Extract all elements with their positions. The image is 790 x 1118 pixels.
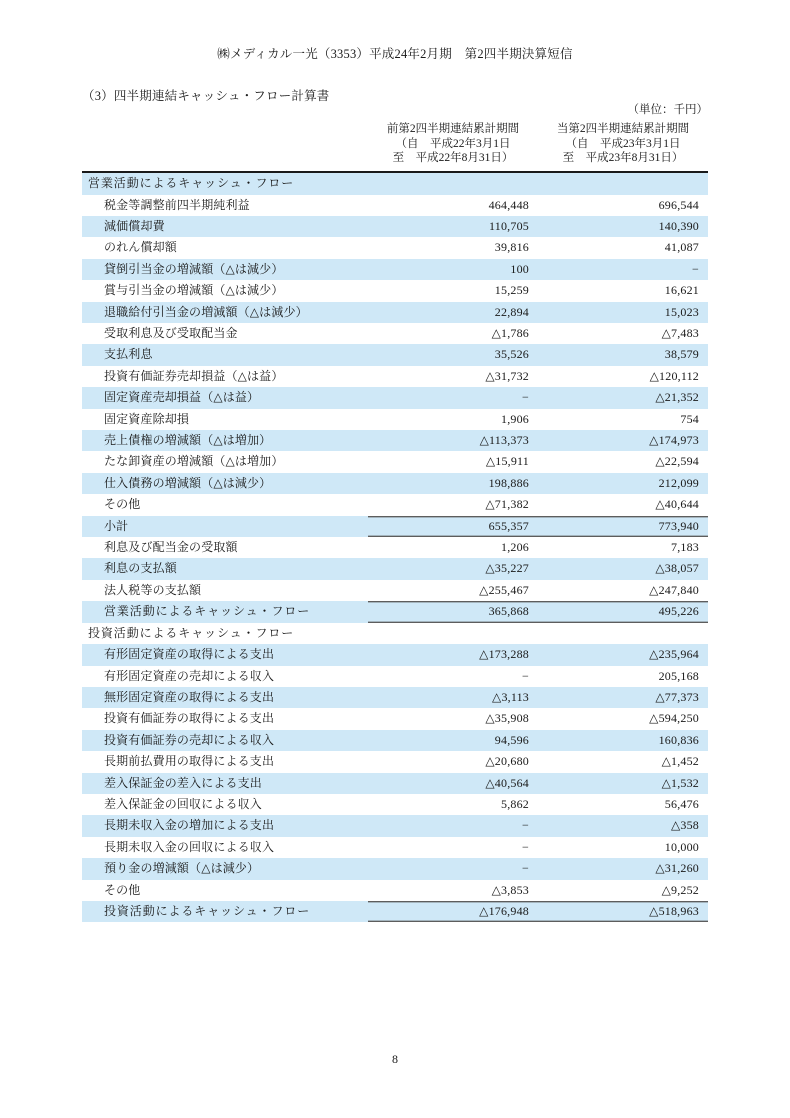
row-value-current-period: △1,532 xyxy=(538,773,708,794)
row-label: その他 xyxy=(104,497,141,512)
row-label: 長期未収入金の増加による支出 xyxy=(82,815,368,836)
row-label: 利息及び配当金の受取額 xyxy=(104,540,238,555)
row-label: 有形固定資産の売却による収入 xyxy=(104,668,275,683)
row-value-previous-period: − xyxy=(368,815,538,836)
table-row xyxy=(82,473,708,494)
row-value-previous-period: △15,911 xyxy=(485,454,529,469)
column-header-current-period xyxy=(538,120,708,172)
table-row xyxy=(82,430,708,451)
table-row xyxy=(82,666,708,687)
table-row xyxy=(82,901,708,922)
row-value-previous-period: △1,786 xyxy=(491,326,529,340)
row-value-current-period: △594,250 xyxy=(649,711,699,726)
table-row xyxy=(82,195,708,216)
row-value-current-period: △21,352 xyxy=(538,387,708,408)
row-value-previous-period: 35,526 xyxy=(368,344,538,365)
row-label: 長期前払費用の取得による支出 xyxy=(104,754,275,769)
table-row xyxy=(82,858,708,879)
row-value-current-period: △77,373 xyxy=(538,687,708,708)
row-label: たな卸資産の増減額（△は増加） xyxy=(104,454,284,469)
table-row xyxy=(82,494,708,515)
row-value-current-period: △1,452 xyxy=(661,754,699,769)
curr-period-line1: 当第2四半期連結累計期間 xyxy=(556,123,690,135)
row-value-previous-period: △173,288 xyxy=(368,644,538,665)
row-value-current-period: 160,836 xyxy=(538,730,708,751)
row-label: 有形固定資産の取得による支出 xyxy=(82,644,368,665)
row-value-previous-period: 94,596 xyxy=(368,730,538,751)
curr-period-line3: 至 平成23年8月31日） xyxy=(562,152,684,165)
row-value-previous-period xyxy=(368,173,538,194)
table-row xyxy=(82,259,708,280)
table-row xyxy=(82,216,708,237)
row-value-previous-period: − xyxy=(522,839,529,854)
table-row xyxy=(82,237,708,258)
row-value-previous-period: 39,816 xyxy=(494,240,529,255)
table-row xyxy=(82,558,708,579)
running-header: ㈱メディカル一光（3353）平成24年2月期 第2四半期決算短信 xyxy=(217,47,573,61)
row-value-current-period: △518,963 xyxy=(538,901,708,922)
cashflow-statement-table xyxy=(82,120,708,922)
row-value-current-period: 773,940 xyxy=(538,516,708,537)
row-value-previous-period: △255,467 xyxy=(479,582,529,597)
table-row xyxy=(82,302,708,323)
curr-period-line2: （自 平成23年3月1日 xyxy=(565,137,681,150)
page-number: 8 xyxy=(392,1052,398,1066)
row-value-current-period: 495,226 xyxy=(538,601,708,622)
table-row xyxy=(82,537,708,558)
row-label: 投資活動によるキャッシュ・フロー xyxy=(88,625,295,640)
table-row xyxy=(82,366,708,387)
row-label: 投資有価証券の取得による支出 xyxy=(104,711,275,726)
table-row xyxy=(82,516,708,537)
row-label: 固定資産売却損益（△は益） xyxy=(82,387,368,408)
row-value-current-period: △22,594 xyxy=(655,454,699,469)
row-value-current-period: − xyxy=(538,259,708,280)
row-value-previous-period: 22,894 xyxy=(368,302,538,323)
prev-period-line2: （自 平成22年3月1日 xyxy=(395,137,511,150)
prev-period-line1: 前第2四半期連結累計期間 xyxy=(386,123,520,135)
row-value-current-period xyxy=(538,623,708,644)
table-row xyxy=(82,409,708,430)
row-label: 税金等調整前四半期純利益 xyxy=(104,197,250,212)
row-value-previous-period: − xyxy=(522,668,529,683)
row-value-current-period xyxy=(538,173,708,194)
row-value-previous-period: 1,906 xyxy=(501,411,529,426)
row-label: 法人税等の支払額 xyxy=(104,582,202,597)
row-value-current-period: 38,579 xyxy=(538,344,708,365)
row-value-current-period: △235,964 xyxy=(538,644,708,665)
table-row xyxy=(82,323,708,344)
row-value-current-period: 754 xyxy=(680,411,699,426)
row-value-current-period: 7,183 xyxy=(671,540,699,555)
table-row xyxy=(82,730,708,751)
row-value-current-period: △40,644 xyxy=(655,497,699,512)
row-value-current-period: △120,112 xyxy=(649,368,699,383)
row-value-current-period: △174,973 xyxy=(538,430,708,451)
row-value-current-period: △247,840 xyxy=(649,582,699,597)
row-value-previous-period: 15,259 xyxy=(494,283,529,298)
cashflow-table-container xyxy=(82,120,708,922)
row-value-previous-period: △40,564 xyxy=(368,773,538,794)
row-value-previous-period: △113,373 xyxy=(368,430,538,451)
table-row xyxy=(82,280,708,301)
row-label: 受取利息及び受取配当金 xyxy=(104,326,238,340)
table-row xyxy=(82,451,708,472)
row-label: 営業活動によるキャッシュ・フロー xyxy=(82,173,368,194)
row-value-current-period: 205,168 xyxy=(658,668,699,683)
row-value-previous-period: △31,732 xyxy=(485,368,529,383)
column-header-previous-period xyxy=(368,120,538,172)
row-label: 売上債権の増減額（△は増加） xyxy=(82,430,368,451)
row-value-previous-period: △35,227 xyxy=(368,558,538,579)
row-label: 小計 xyxy=(82,516,368,537)
row-label: 差入保証金の差入による支出 xyxy=(82,773,368,794)
table-row xyxy=(82,880,708,901)
row-value-previous-period: △71,382 xyxy=(485,497,529,512)
row-value-current-period: 140,390 xyxy=(538,216,708,237)
row-label: 投資有価証券の売却による収入 xyxy=(82,730,368,751)
row-value-current-period: 15,023 xyxy=(538,302,708,323)
row-value-current-period: △7,483 xyxy=(661,326,699,340)
row-value-previous-period: 1,206 xyxy=(501,540,529,555)
row-value-previous-period: − xyxy=(368,387,538,408)
row-value-previous-period: 464,448 xyxy=(488,197,529,212)
row-label: 固定資産除却損 xyxy=(104,411,190,426)
table-row xyxy=(82,344,708,365)
row-value-previous-period xyxy=(368,623,538,644)
table-row xyxy=(82,644,708,665)
row-value-current-period: 56,476 xyxy=(664,796,699,811)
row-value-current-period: 10,000 xyxy=(664,839,699,854)
row-label: 仕入債務の増減額（△は減少） xyxy=(82,473,368,494)
row-value-previous-period: 100 xyxy=(368,259,538,280)
prev-period-line3: 至 平成22年8月31日） xyxy=(392,152,514,165)
row-label: 投資活動によるキャッシュ・フロー xyxy=(82,901,368,922)
table-header-row xyxy=(82,120,708,172)
row-label: その他 xyxy=(104,882,141,897)
row-label: 投資有価証券売却損益（△は益） xyxy=(104,368,284,383)
row-value-current-period: △358 xyxy=(538,815,708,836)
row-value-previous-period: 655,357 xyxy=(368,516,538,537)
row-value-current-period: 41,087 xyxy=(664,240,699,255)
row-value-previous-period: △3,853 xyxy=(491,882,529,897)
row-value-previous-period: 5,862 xyxy=(501,796,529,811)
table-row xyxy=(82,794,708,815)
table-body xyxy=(82,173,708,922)
row-value-previous-period: − xyxy=(368,858,538,879)
row-label: 利息の支払額 xyxy=(82,558,368,579)
row-label: のれん償却額 xyxy=(104,240,177,255)
table-row xyxy=(82,773,708,794)
row-value-current-period: △31,260 xyxy=(538,858,708,879)
row-label: 退職給付引当金の増減額（△は減少） xyxy=(82,302,368,323)
row-label: 賞与引当金の増減額（△は減少） xyxy=(104,283,284,298)
table-row xyxy=(82,687,708,708)
table-row xyxy=(82,173,708,194)
row-value-current-period: 16,621 xyxy=(664,283,699,298)
table-row xyxy=(82,387,708,408)
row-value-previous-period: 365,868 xyxy=(368,601,538,622)
row-label: 減価償却費 xyxy=(82,216,368,237)
table-row xyxy=(82,623,708,644)
table-row xyxy=(82,837,708,858)
table-row xyxy=(82,580,708,601)
row-value-previous-period: 198,886 xyxy=(368,473,538,494)
row-value-previous-period: △35,908 xyxy=(485,711,529,726)
row-value-current-period: 696,544 xyxy=(658,197,699,212)
row-value-current-period: △38,057 xyxy=(538,558,708,579)
table-header xyxy=(82,120,708,173)
row-label: 預り金の増減額（△は減少） xyxy=(82,858,368,879)
row-label: 差入保証金の回収による収入 xyxy=(104,796,262,811)
table-row xyxy=(82,751,708,772)
row-label: 支払利息 xyxy=(82,344,368,365)
row-value-current-period: △9,252 xyxy=(661,882,699,897)
row-value-previous-period: △176,948 xyxy=(368,901,538,922)
table-row xyxy=(82,601,708,622)
row-label: 長期未収入金の回収による収入 xyxy=(104,839,275,854)
row-value-previous-period: 110,705 xyxy=(368,216,538,237)
unit-note: （単位：千円） xyxy=(627,104,708,116)
row-value-previous-period: △20,680 xyxy=(485,754,529,769)
section-title: （3）四半期連結キャッシュ・フロー計算書 xyxy=(82,89,330,103)
row-label: 無形固定資産の取得による支出 xyxy=(82,687,368,708)
row-label: 貸倒引当金の増減額（△は減少） xyxy=(82,259,368,280)
row-label: 営業活動によるキャッシュ・フロー xyxy=(82,601,368,622)
column-header-label xyxy=(82,120,368,172)
row-value-current-period: 212,099 xyxy=(538,473,708,494)
table-row xyxy=(82,815,708,836)
table-row xyxy=(82,708,708,729)
row-value-previous-period: △3,113 xyxy=(368,687,538,708)
